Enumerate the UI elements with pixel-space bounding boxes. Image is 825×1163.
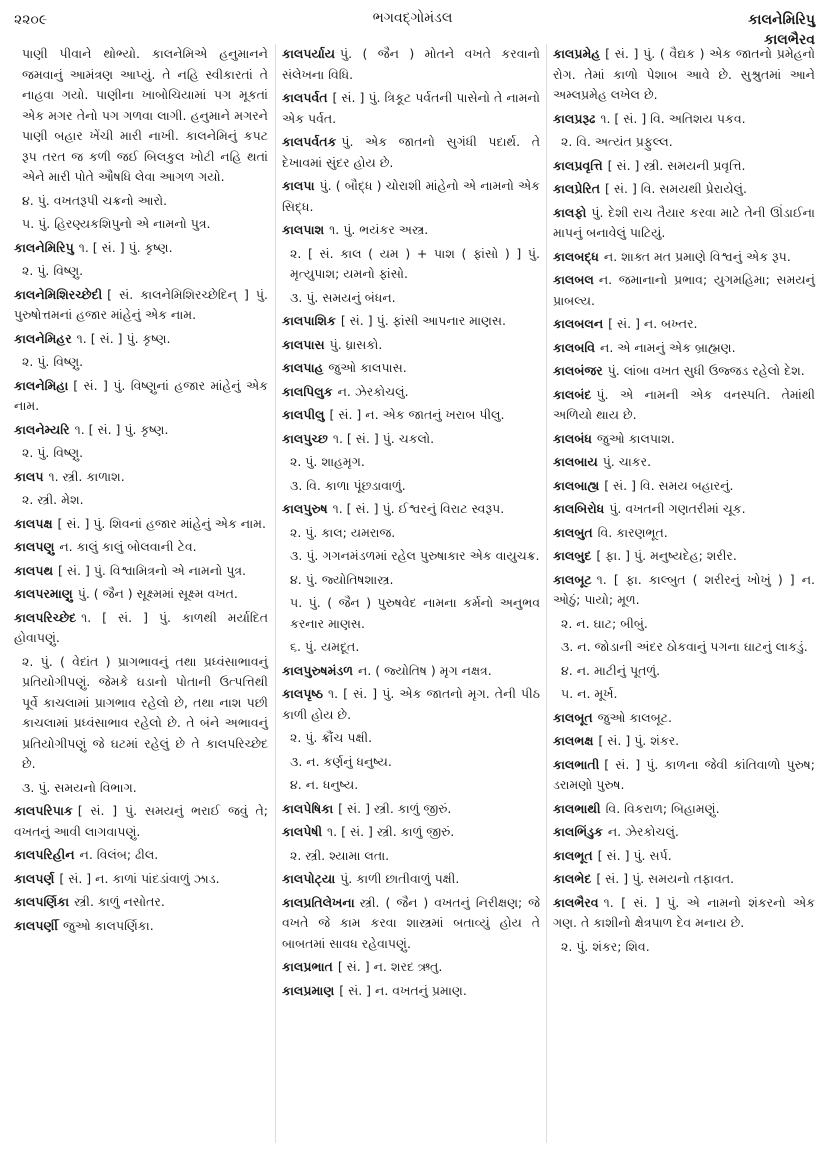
dictionary-entry <box>14 420 268 441</box>
definition: [ સં. ] પું. વિશ્વામિત્રનો એ નામનો પુત્ર. <box>58 562 247 578</box>
definition: પાણી પીવાને થોભ્યો. કાલનેમિએ હનુમાનને જમવાનું આમંત્રણ આપ્યું. તે નહિ સ્વીકારતાં તે નાહવા ગયો. પાણીના ખાબોચિયામાં પગ મૂકતાં એક મગર તેનો પગ ગળવા લાગી. હનુમાને મગરને પાણી બહાર ખેંચી મારી નાખી. કાલનેમિનું કપટ રૂપ તરત જ કળી જઈ બિલકુલ ખોટી નહિ થતાં એને મારી પોતે ઔષધિ લેવા આગળ ગયો. <box>22 46 268 184</box>
definition: ૧. [ સં. ] વિ. અતિશય પકવ. <box>600 110 746 126</box>
definition: ૧. [ સં. ] પું. કૃષ્ણ. <box>76 330 171 346</box>
headword: કાલપરિહીન <box>14 847 75 862</box>
dictionary-entry <box>14 376 268 417</box>
definition: સ્ત્રી. ( જૈન ) વખતનું નિરીક્ષણ; જે વખતે જે કામ કરવા શાસ્ત્રમાં બતાવ્યું હોય તે બાબતમાં સાવધ રહેવાપણું. <box>282 894 540 951</box>
entry-sense <box>282 593 540 634</box>
definition: ન. ( જ્યોતિષ ) મૃગ નક્ષત્ર. <box>358 662 492 678</box>
dictionary-entry <box>282 822 540 843</box>
headword: કાલપર્યાય <box>282 46 335 61</box>
page-number: ૨૨૦૯ <box>14 12 48 28</box>
entry-sense <box>14 44 268 188</box>
entry-sense <box>14 490 268 511</box>
definition: [ સં. કાલનેમિશિરચ્છેદિન્ ] પું. પુરુષોત્તમનાં હજાર માંહેનું એક નામ. <box>14 286 268 322</box>
definition: ૨. પું. કાલ; યમરાજ. <box>290 524 396 540</box>
headword: કાલપાસ <box>282 336 325 352</box>
entry-sense <box>553 661 815 682</box>
definition: ૨. પું. વિષ્ણુ. <box>22 263 84 278</box>
page-title: ભગવદ્ગોમંડલ <box>372 10 453 26</box>
headword: કાલબૂત <box>553 709 593 725</box>
headword: કાલપક્ષ <box>14 515 53 531</box>
definition: ૩. ન. કર્ણનું ધનુષ્ય. <box>290 753 392 769</box>
definition: ૪. પું. જ્યોતિષશાસ્ત્ર. <box>290 571 394 587</box>
headword: કાલપ્રતિલેખના <box>282 894 355 910</box>
definition: [ સં. ] ન. વખતનું પ્રમાણ. <box>339 982 467 998</box>
dictionary-entry <box>553 846 815 867</box>
entry-sense <box>14 261 268 282</box>
dictionary-entry <box>282 88 540 129</box>
headword: કાલપેષી <box>282 824 323 839</box>
headword: કાલપર્ણિકા <box>14 894 70 909</box>
headword: કાલપાશ <box>282 222 325 237</box>
column-divider <box>546 44 547 1143</box>
definition: ૨. સ્ત્રી. મેશ. <box>22 492 84 507</box>
headword: કાલનેમ્યરિ <box>14 421 70 437</box>
dictionary-entry <box>14 869 268 890</box>
dictionary-entry <box>553 570 815 611</box>
entry-sense <box>282 452 540 473</box>
headword: કાલબદ્ધ <box>553 248 599 264</box>
definition: ન. શાક્ત મત પ્રમાણે વિશ્વનું એક રૂપ. <box>603 248 791 264</box>
definition: [ સં. ] પું. ફાંસી આપનાર માણસ. <box>340 313 507 328</box>
headword: કાલપ્રમેહ <box>553 46 601 61</box>
dictionary-entry <box>553 429 815 450</box>
dictionary-entry <box>282 799 540 820</box>
definition: [ સં. ] ન. એક જાતનું ખરાબ પીલુ. <box>329 407 505 422</box>
headword: કાલનેમિહર <box>14 330 72 346</box>
definition: ૫. પું. ( જૈન ) પુરુષવેદ નામના કર્મનો અનુભવ કરનાર માણસ. <box>290 595 540 631</box>
headword: કાલપુરુષ <box>282 501 328 516</box>
definition: [ સં. ] પું. વિષ્ણુનાં હજાર માંહેનું એક નામ. <box>14 377 268 413</box>
headword: કાલભૈરવ <box>553 894 599 910</box>
entry-sense <box>14 443 268 464</box>
dictionary-entry <box>553 156 815 177</box>
entry-sense <box>14 778 268 799</box>
definition: [ સં. ] વિ. સમય બહારનું. <box>604 477 734 493</box>
headword: કાલપ્રભાત <box>282 959 333 974</box>
dictionary-entry <box>553 499 815 520</box>
entry-sense <box>282 728 540 749</box>
definition: ૧. [ સં. ] પું. એ નામનો શંકરનો એક ગણ. તે કાશીનો ક્ષેત્રપાળ દેવ મનાય છે. <box>553 894 815 930</box>
headword: કાલનેમિશિરચ્છેદી <box>14 286 103 302</box>
definition: ન. એ નામનું એક બ્રાહ્મણ. <box>600 339 736 355</box>
headword: કાલભક્ષ <box>553 733 594 748</box>
headword: કાલપ્રરૂઢ <box>553 110 596 126</box>
headword: કાલફો <box>553 204 587 220</box>
definition: ૨. પું. ક્રૌંચ પક્ષી. <box>290 730 373 745</box>
headword: કાલપુરુષમંડળ <box>282 662 354 678</box>
definition: ૩. પું. સમયનું બંધન. <box>290 289 396 305</box>
dictionary-entry <box>553 203 815 244</box>
headword: કાલપાહ <box>282 360 324 375</box>
entry-sense <box>553 937 815 958</box>
entry-sense <box>14 191 268 212</box>
definition: ૩. વિ. કાળા પૂંછડાવાળું. <box>290 477 406 493</box>
definition: ૨. વિ. અત્યંત પ્રફુલ્લ. <box>561 134 673 149</box>
headword: કાલબૂટ <box>553 571 592 587</box>
entry-sense <box>282 775 540 796</box>
definition: [ સં. ] પું. ત્રિકૂટ પર્વતની પાસેનો તે નામનો એક પર્વત. <box>282 90 540 126</box>
column-1 <box>14 44 268 939</box>
dictionary-entry <box>553 708 815 729</box>
dictionary-entry <box>282 869 540 890</box>
definition: ૧. [ સં. ] પું. કૃષ્ણ. <box>74 421 169 437</box>
headword: કાલપુચ્છ <box>282 430 328 446</box>
dictionary-entry <box>553 869 815 890</box>
headword: કાલપિલુક <box>282 383 333 399</box>
dictionary-entry <box>553 247 815 268</box>
headword: કાલપ <box>14 468 44 484</box>
definition: સ્ત્રી. કાળું નસોતર. <box>74 894 165 909</box>
dictionary-entry <box>14 514 268 535</box>
dictionary-entry <box>14 916 268 937</box>
definition: પું. એક જાતનો સુગંધી પદાર્થ. તે દેખાવમાં સુંદર હોય છે. <box>282 134 540 170</box>
dictionary-entry <box>282 44 540 85</box>
definition: [ ફા. ] પું. મનુષ્યદેહ; શરીર. <box>596 548 737 563</box>
definition: [ સં. ] ન. બખ્તર. <box>608 316 698 331</box>
definition: ૧. [ સં. ] પું. કાળથી મર્યાદિત હોવાપણું. <box>14 609 268 645</box>
definition: ન. કાલું કાલું બોલવાની ટેવ. <box>59 539 197 554</box>
headword: કાલભેદ <box>553 871 592 886</box>
definition: [ સં. ] સ્ત્રી. સમયની પ્રવૃત્તિ. <box>607 157 746 173</box>
definition: ૧. પું. ભયંકર અસ્ત્ર. <box>329 222 429 237</box>
dictionary-entry <box>282 358 540 379</box>
dictionary-entry <box>282 661 540 682</box>
entry-sense <box>282 288 540 309</box>
dictionary-entry <box>14 285 268 326</box>
dictionary-entry <box>282 132 540 173</box>
definition: ૨. પું. શંકર; શિવ. <box>561 938 650 954</box>
definition: ૨. પું. શાહમૃગ. <box>290 454 365 469</box>
headword: કાલપર્ણ <box>14 870 55 886</box>
definition: ૨. સ્ત્રી. શ્યામા લતા. <box>290 847 390 863</box>
definition: વિ. વિકરાળ; બિહામણું. <box>605 800 720 816</box>
headword: કાલભિંડુક <box>553 824 603 839</box>
column-3 <box>553 44 815 960</box>
definition: જુઓ કાલપર્ણિકા. <box>62 917 154 933</box>
entry-sense <box>553 132 815 153</box>
headword: કાલપેષિકા <box>282 800 334 816</box>
definition: ૧. સ્ત્રી. કાળાશ. <box>48 468 125 484</box>
dictionary-entry <box>14 608 268 649</box>
entry-sense <box>14 352 268 373</box>
definition: ૨. [ સં. કાલ ( યમ ) + પાશ ( ફાંસો ) ] પું. મૃત્યુપાશ; યમનો ફાંસો. <box>290 245 540 281</box>
dictionary-entry <box>14 845 268 866</box>
headword: કાલબિરોધ <box>553 501 605 516</box>
definition: [ સં. ] પું. શંકર. <box>598 733 680 748</box>
headword: કાલપ્રેરિત <box>553 181 601 196</box>
definition: ૩. પું. ગગનમંડળમાં રહેલ પુરુષાકાર એક વાયુચક્ર. <box>290 548 540 563</box>
entry-sense <box>14 214 268 235</box>
headword: કાલપરિચ્છેદ <box>14 609 77 625</box>
dictionary-entry <box>553 385 815 426</box>
definition: [ સં. ] ન. કાળાં પાંદડાંવાળું ઝાડ. <box>59 870 220 886</box>
headword: કાલપરિપાક <box>14 803 73 818</box>
definition: ૨. પું. ( વેદાંત ) પ્રાગભાવનું તથા પ્રધ્વંસાભાવનું પ્રતિયોગીપણું. જેમકે ઘડાનો પોતાની ઉત્પત્તિથી પૂર્વે કાચલામાં પ્રાગભાવ રહેલો છે, તથા નાશ પછી કાચલામાં પ્રધ્વંસાભાવ રહેલો છે. તે બંને અભાવનું પ્રતિયોગીપણું જે ઘટમાં રહેલું છે તે કાલપરિચ્છેદ છે. <box>22 653 268 771</box>
definition: ૪. પું. વખતરૂપી ચક્રનો આરો. <box>22 192 168 208</box>
definition: ૪. ન. માટીનું પૂતળું. <box>561 662 661 678</box>
dictionary-entry <box>14 238 268 259</box>
dictionary-entry <box>282 405 540 426</box>
definition: ૪. ન. ધનુષ્ય. <box>290 777 359 792</box>
definition: [ સં. ] સ્ત્રી. કાળું જીરું. <box>338 800 452 816</box>
dictionary-entry <box>553 338 815 359</box>
dictionary-entry <box>282 429 540 450</box>
definition: [ સં. ] પું. સમયનો તફાવત. <box>596 871 735 886</box>
dictionary-entry <box>282 957 540 978</box>
headword: કાલપોટ્યા <box>282 871 336 886</box>
definition: ૫. પું. હિરણ્યકશિપુનો એ નામનો પુત્ર. <box>22 216 211 231</box>
headword: કાલપરમાણુ <box>14 586 73 601</box>
headword: કાલપર્ણી <box>14 917 58 933</box>
definition: ૬. પું. યમદૂત. <box>290 639 360 654</box>
definition: જુઓ કાલપાસ. <box>328 360 407 375</box>
entry-sense <box>553 637 815 658</box>
dictionary-entry <box>282 176 540 217</box>
dictionary-entry <box>553 546 815 567</box>
headword: કાલભાથી <box>553 800 601 816</box>
dictionary-entry <box>282 981 540 1002</box>
definition: ૩. ન. જોડાની અંદર ઠોકવાનું પગના ઘાટનું લાકડું. <box>561 639 808 654</box>
dictionary-entry <box>282 684 540 725</box>
dictionary-entry <box>553 44 815 106</box>
dictionary-entry <box>553 361 815 382</box>
entry-sense <box>282 523 540 544</box>
definition: [ સં. ] વિ. સમયથી પ્રેરાયેલું. <box>605 181 747 196</box>
dictionary-entry <box>553 179 815 200</box>
definition: ૩. પું. સમયનો વિભાગ. <box>22 779 137 795</box>
dictionary-entry <box>14 892 268 913</box>
dictionary-entry <box>553 452 815 473</box>
headword: કાલપીલુ <box>282 407 325 422</box>
headword: કાલભાતી <box>553 756 600 772</box>
headword: કાલપ્રવૃત્તિ <box>553 157 603 173</box>
headword: કાલપણુ <box>14 539 55 554</box>
definition: ૧. [ સં. ] પું. કૃષ્ણ. <box>78 239 173 255</box>
dictionary-entry <box>553 109 815 130</box>
definition: જુઓ કાલબૂટ. <box>597 709 672 725</box>
entry-sense <box>282 752 540 773</box>
dictionary-entry <box>553 476 815 497</box>
dictionary-entry <box>282 893 540 955</box>
definition: પું. કાળી છાતીવાળું પક્ષી. <box>340 871 460 886</box>
dictionary-entry <box>14 584 268 605</box>
definition: ૨. પું. વિષ્ણુ. <box>22 445 84 460</box>
definition: પું. ધ્રાસકો. <box>329 336 383 352</box>
definition: પું. વખતની ગણતરીમાં ચૂક. <box>609 501 746 516</box>
dictionary-entry <box>553 523 815 544</box>
definition: વિ. કારણભૂત. <box>597 524 668 540</box>
headword: કાલપથ <box>14 562 54 578</box>
definition: ન. ઝેરકોચલું. <box>337 383 409 399</box>
dictionary-entry <box>553 822 815 843</box>
dictionary-entry <box>553 799 815 820</box>
definition: પું. ( બૌદ્ધ ) ચોરાશી માંહેનો એ નામનો એક સિદ્ધ. <box>282 178 540 214</box>
dictionary-entry <box>282 499 540 520</box>
entry-sense <box>14 652 268 775</box>
dictionary-entry <box>553 270 815 311</box>
entry-sense <box>282 637 540 658</box>
dictionary-entry <box>553 314 815 335</box>
entry-sense <box>282 570 540 591</box>
headword: કાલબલન <box>553 316 604 331</box>
definition: જુઓ કાલપાશ. <box>596 430 675 446</box>
dictionary-entry <box>14 561 268 582</box>
definition: [ સં. ] પું. ( વૈદ્યક ) એક જાતનો પ્રમેહનો રોગ. તેમાં કાળો પેશાબ આવે છે. સુશ્રુતમાં આને અમ્લપ્રમેહ લખેલ છે. <box>553 46 815 102</box>
headword: કાલબુદ <box>553 548 592 563</box>
definition: [ સં. ] પું. કાળના જેવી કાંતિવાળો પુરુષ; ડરામણો પુરુષ. <box>553 756 815 792</box>
entry-sense <box>282 546 540 567</box>
headword: કાલપ્રમાણ <box>282 982 335 998</box>
definition: [ સં. ] પું. શિવનાં હજાર માંહેનું એક નામ. <box>57 515 266 531</box>
headword: કાલબંદ <box>553 386 592 402</box>
column-divider <box>275 44 276 1143</box>
dictionary-entry <box>14 801 268 842</box>
definition: ૨. પું. વિષ્ણુ. <box>22 354 84 369</box>
definition: પું. એ નામની એક વનસ્પતિ. તેમાંથી અળિયો થાય છે. <box>553 386 815 422</box>
headword: કાલબંજર <box>553 363 603 378</box>
headword: કાલપર્વત <box>282 90 328 105</box>
definition: ૨. ન. ઘાટ; બીબું. <box>561 615 648 631</box>
definition: પું. ( જૈન ) સૂક્ષ્મમાં સૂક્ષ્મ વખત. <box>77 586 238 601</box>
dictionary-entry <box>553 731 815 752</box>
dictionary-entry <box>282 335 540 356</box>
headword: કાલબંધ <box>553 430 592 446</box>
definition: [ સં. ] ન. શરદ ઋતુ. <box>337 959 443 974</box>
definition: ન. વિલંબ; ઢીલ. <box>79 847 159 862</box>
headword: કાલબાય <box>553 454 598 469</box>
guide-word-last: કાલભૈરવ <box>763 32 815 48</box>
definition: ન. જમાનાનો પ્રભાવ; યુગમહિમા; સમયનું પ્રાબલ્ય. <box>553 272 815 308</box>
dictionary-entry <box>553 755 815 796</box>
definition: પું. દેશી રાચ તૈયાર કરવા માટે તેની ઊંડાઈના માપનું બનાવેલું પાટિયું. <box>553 204 815 240</box>
column-2 <box>282 44 540 1004</box>
headword: કાલપાશિક <box>282 313 336 328</box>
headword: કાલબુત <box>553 524 593 540</box>
definition: [ સં. ] પું. સર્પ. <box>597 847 672 863</box>
definition: ૧. [ સં. ] સ્ત્રી. કાળું જીરું. <box>327 824 455 839</box>
entry-sense <box>282 244 540 285</box>
headword: કાલબવિ <box>553 339 595 355</box>
headword: કાલબાહ્ય <box>553 477 600 493</box>
dictionary-entry <box>14 329 268 350</box>
definition: ૧. [ સં. ] પું. ચકલો. <box>332 430 435 446</box>
entry-sense <box>282 846 540 867</box>
dictionary-entry <box>14 537 268 558</box>
guide-word-first: કાલનેમિરિપુ <box>748 12 815 28</box>
definition: [ સં. ] પું. સમયનું ભરાઈ જવું તે; વખતનું આવી લાગવાપણું. <box>14 803 268 839</box>
definition: ૧. [ સં. ] પું. ઈશ્વરનું વિરાટ સ્વરૂપ. <box>332 501 505 516</box>
entry-sense <box>553 684 815 705</box>
headword: કાલપર્વતક <box>282 134 337 149</box>
headword: કાલભૂત <box>553 847 593 863</box>
definition: ન. ઝેરકોચલું. <box>607 824 679 839</box>
definition: ૫. ન. મૂર્ખ. <box>561 686 618 701</box>
entry-sense <box>282 476 540 497</box>
headword: કાલનેમિહા <box>14 377 69 393</box>
definition: પું. લાંબા વખત સુધી ઉજ્જડ રહેલો દેશ. <box>607 363 805 378</box>
headword: કાલબલ <box>553 272 594 287</box>
dictionary-entry <box>282 311 540 332</box>
definition: ૧. [ સં. ] પું. એક જાતનો મૃગ. તેની પીઠ કાળી હોય છે. <box>282 686 540 722</box>
headword: કાલનેમિરિપુ <box>14 239 74 255</box>
headword: કાલપા <box>282 178 315 193</box>
definition: ૧. [ ફા. કાલ્બુત ( શરીરનું ખોખું ) ] ન. ઓઠું; પાયો; મૂળ. <box>553 571 815 607</box>
dictionary-entry <box>14 467 268 488</box>
definition: પું. ચાકર. <box>602 454 652 469</box>
definition: પું. ( જૈન ) મોતને વખતે કરવાનો સંલેખના વિધિ. <box>282 46 540 82</box>
dictionary-entry <box>553 893 815 934</box>
headword: કાલપૃષ્ઠ <box>282 686 323 701</box>
entry-sense <box>553 614 815 635</box>
dictionary-entry <box>282 382 540 403</box>
dictionary-entry <box>282 220 540 241</box>
